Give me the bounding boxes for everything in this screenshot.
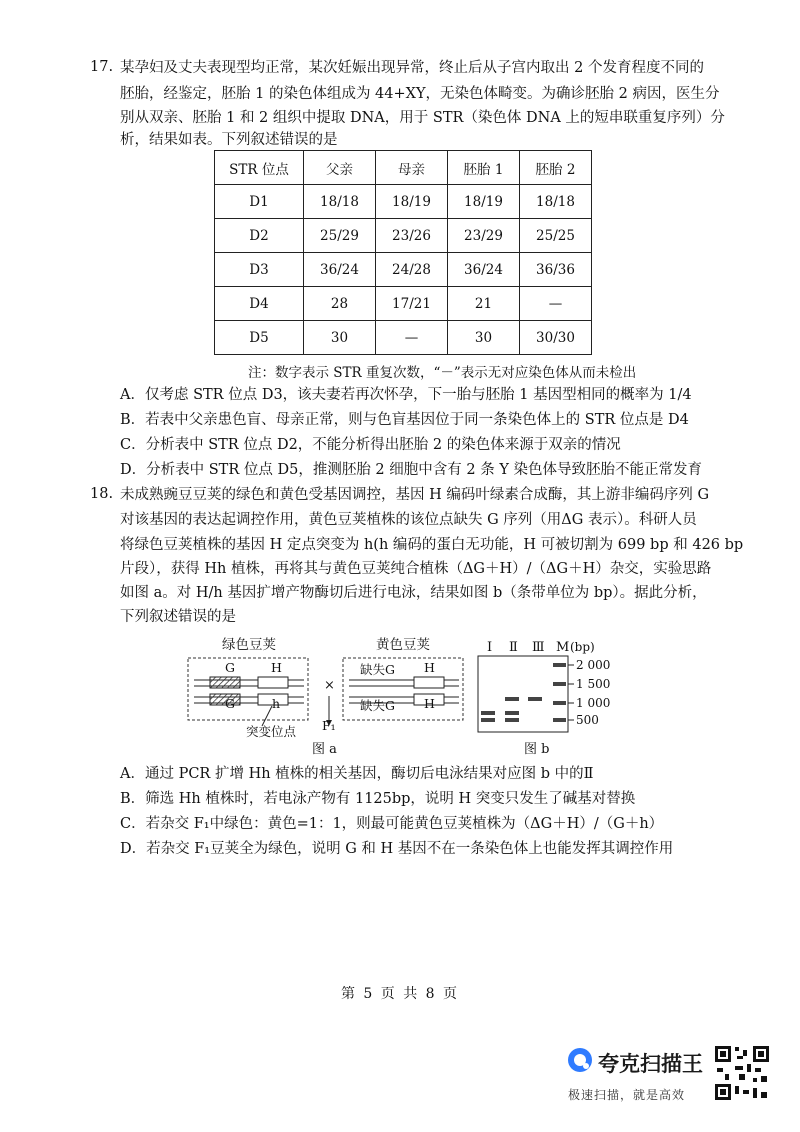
q17-number: 17.: [90, 59, 114, 75]
lane-label-3: Ⅲ: [532, 640, 545, 655]
table-cell: 18/18: [520, 185, 592, 219]
q17-stem-line: 胚胎，经鉴定，胚胎 1 的染色体组成为 44+XY，无染色体畸变。为确诊胚胎 2 病因，医生分: [120, 86, 720, 102]
str-table: [214, 150, 592, 355]
scanner-slogan: 极速扫描，就是高效: [568, 1088, 686, 1102]
table-cell: 18/19: [376, 185, 448, 219]
marker-band: [553, 718, 566, 722]
table-cell: 36/24: [304, 253, 376, 287]
cross-symbol: ×: [324, 678, 335, 693]
q18-stem-line: 片段），获得 Hh 植株，再将其与黄色豆荚纯合植株（ΔG＋H）/（ΔG＋H）杂交，实验思路: [120, 561, 712, 577]
scanner-logo-icon: [566, 1046, 594, 1074]
table-cell: D3: [215, 253, 304, 287]
table-cell: 18/19: [448, 185, 520, 219]
marker-band: [553, 663, 566, 667]
q18-stem-line: 未成熟豌豆豆荚的绿色和黄色受基因调控，基因 H 编码叶绿素合成酶，其上游非编码序列 G: [120, 487, 710, 503]
table-cell: —: [376, 321, 448, 355]
fig-a-yellow-title: 黄色豆荚: [376, 637, 430, 653]
marker-band: [553, 701, 566, 705]
marker-label-1000: 1 000: [576, 696, 611, 710]
table-cell: 30/30: [520, 321, 592, 355]
deletion-label-top: 缺失G: [360, 662, 395, 677]
table-cell: 24/28: [376, 253, 448, 287]
deletion-label-bottom: 缺失G: [360, 698, 395, 713]
h-label-yellow-bottom: H: [424, 696, 435, 711]
lane-label-m: M: [556, 640, 570, 655]
mutation-site-label: 突变位点: [246, 724, 297, 739]
gel-band: [481, 718, 495, 722]
page-footer: 第 5 页 共 8 页: [340, 986, 460, 1002]
table-cell: 18/18: [304, 185, 376, 219]
q18-stem-line: 对该基因的表达起调控作用，黄色豆荚植株的该位点缺失 G 序列（用ΔG 表示）。科研人员: [120, 512, 697, 528]
q17-option-d: D．分析表中 STR 位点 D5，推测胚胎 2 细胞中含有 2 条 Y 染色体导致胚胎不能正常发育: [120, 462, 703, 478]
table-header-cell: 母亲: [376, 151, 448, 185]
lane-label-2: Ⅱ: [509, 640, 518, 655]
table-row: [215, 219, 592, 253]
scanner-brand: 夸克扫描王: [598, 1052, 703, 1076]
table-cell: D1: [215, 185, 304, 219]
table-row: [215, 287, 592, 321]
table-cell: 25/25: [520, 219, 592, 253]
table-row: [215, 185, 592, 219]
table-header-cell: 父亲: [304, 151, 376, 185]
g-label-top: G: [225, 660, 235, 675]
gel-band: [481, 711, 495, 715]
q17-stem-line: 析，结果如表。下列叙述错误的是: [120, 132, 338, 148]
gel-band: [505, 697, 519, 701]
q18-option-b: B．筛选 Hh 植株时，若电泳产物有 1125bp，说明 H 突变只发生了碱基对替换: [120, 791, 636, 807]
table-cell: 25/29: [304, 219, 376, 253]
q17-stem-line: 某孕妇及丈夫表现型均正常，某次妊娠出现异常，终止后从子宫内取出 2 个发育程度不同的: [120, 60, 704, 76]
h-label-bottom: h: [272, 696, 281, 711]
q18-option-c: C．若杂交 F₁中绿色：黄色=1：1，则最可能黄色豆荚植株为（ΔG＋H）/（G＋h）: [120, 816, 664, 832]
table-row: [215, 321, 592, 355]
table-cell: 36/24: [448, 253, 520, 287]
table-cell: 21: [448, 287, 520, 321]
q17-stem-line: 别从双亲、胚胎 1 和 2 组织中提取 DNA，用于 STR（染色体 DNA 上的短串联重复序列）分: [120, 110, 725, 126]
unit-label: (bp): [570, 640, 595, 654]
q18-option-a: A．通过 PCR 扩增 Hh 植株的相关基因，酶切后电泳结果对应图 b 中的Ⅱ: [120, 766, 594, 782]
q17-option-c: C．分析表中 STR 位点 D2，不能分析得出胚胎 2 的染色体来源于双亲的情况: [120, 437, 621, 453]
marker-label-1500: 1 500: [576, 677, 611, 691]
g-region-top: [210, 677, 240, 688]
marker-label-2000: 2 000: [576, 658, 611, 672]
table-header-cell: 胚胎 2: [520, 151, 592, 185]
gel-band: [528, 697, 542, 701]
h-label-top: H: [271, 660, 282, 675]
marker-label-500: 500: [576, 713, 599, 727]
q18-stem-line: 将绿色豆荚植株的基因 H 定点突变为 h(h 编码的蛋白无功能，H 可被切割为 699 bp 和 426 bp: [120, 537, 744, 553]
table-cell: 30: [448, 321, 520, 355]
h-label-yellow-top: H: [424, 660, 435, 675]
q18-stem-line: 如图 a。对 H/h 基因扩增产物酶切后进行电泳，结果如图 b（条带单位为 bp）。据此分析，: [120, 585, 707, 601]
fig-a-green-title: 绿色豆荚: [222, 637, 276, 653]
table-header-row: [215, 151, 592, 185]
q17-option-b: B．若表中父亲患色盲、母亲正常，则与色盲基因位于同一条染色体上的 STR 位点是 D4: [120, 412, 689, 428]
q18-stem-line: 下列叙述错误的是: [120, 609, 236, 625]
marker-band: [553, 682, 566, 686]
fig-a-caption: 图 a: [312, 742, 337, 757]
h-gene-top: [258, 677, 288, 688]
q18-number: 18.: [90, 486, 114, 502]
gel-image: [470, 654, 590, 736]
table-cell: 36/36: [520, 253, 592, 287]
table-cell: D5: [215, 321, 304, 355]
fig-b-caption: 图 b: [524, 742, 550, 757]
table-header-cell: 胚胎 1: [448, 151, 520, 185]
qr-code-icon: [713, 1044, 771, 1102]
table-cell: 28: [304, 287, 376, 321]
table-cell: 30: [304, 321, 376, 355]
q17-option-a: A．仅考虑 STR 位点 D3，该夫妻若再次怀孕，下一胎与胚胎 1 基因型相同的概率为 1/4: [120, 387, 692, 403]
table-cell: D4: [215, 287, 304, 321]
f1-label: F₁: [322, 718, 336, 733]
h-gene-yellow-top: [414, 677, 444, 688]
lane-label-1: I: [487, 640, 493, 655]
q18-option-d: D．若杂交 F₁豆荚全为绿色，说明 G 和 H 基因不在一条染色体上也能发挥其调控作用: [120, 841, 674, 857]
table-cell: 23/26: [376, 219, 448, 253]
table-row: [215, 253, 592, 287]
g-label-bottom: G: [225, 696, 235, 711]
table-header-cell: STR 位点: [215, 151, 304, 185]
table-cell: —: [520, 287, 592, 321]
green-cell-box: [188, 658, 308, 720]
gel-band: [505, 711, 519, 715]
table-cell: 23/29: [448, 219, 520, 253]
table-cell: D2: [215, 219, 304, 253]
table-cell: 17/21: [376, 287, 448, 321]
table-note: 注：数字表示 STR 重复次数，“－”表示无对应染色体从而未检出: [248, 365, 637, 381]
gel-band: [505, 718, 519, 722]
